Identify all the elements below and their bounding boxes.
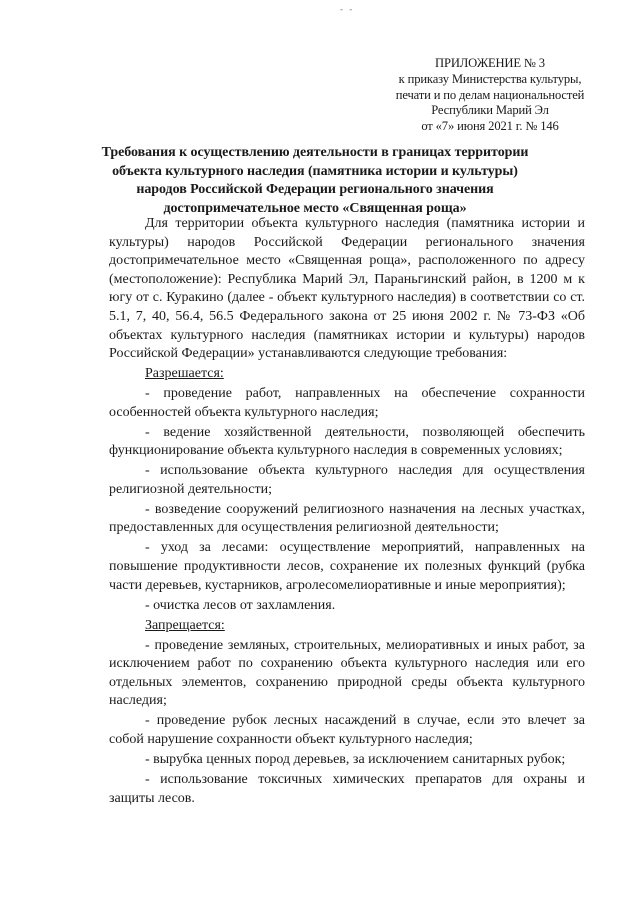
document-title: [100, 144, 530, 218]
title-line: объекта культурного наследия (памятника истории и культуры): [112, 163, 518, 179]
list-item: - уход за лесами: осуществление мероприятий, направленных на повышение продуктивности лесов, сохранение их полезных функций (рубка части деревьев, кустарников, агролесомелиоративные и иные мероприятия);: [109, 540, 585, 593]
list-item: - очистка лесов от захламления.: [145, 597, 336, 613]
list-item: - проведение земляных, строительных, мелиоративных и иных работ, за исключением работ по сохранению объекта культурного наследия или его отдельных элементов, сохранению природной среды объекта культурного наследия;: [109, 637, 585, 709]
intro-paragraph: Для территории объекта культурного наследия (памятника истории и культуры) народов Российской Федерации регионального значения достопримечательное место «Священная роща», расположенного по адресу (местоположение): Республика Марий Эл, Параньгинский район, в 1200 м к югу от с. Куракино (далее - объект культурного наследия) в соответствии со ст. 5.1, 7, 40, 56.4, 56.5 Федерального закона от 25 июня 2002 г. № 73-ФЗ «Об объектах культурного наследия (памятниках истории и культуры) народов Российской Федерации» устанавливаются следующие требования:: [109, 216, 585, 362]
title-line: народов Российской Федерации регионального значения: [136, 182, 494, 197]
title-line: достопримечательное место «Священная роща»: [163, 200, 467, 216]
title-line: Требования к осуществлению деятельности в границах территории: [101, 145, 529, 160]
list-item: - возведение сооружений религиозного назначения на лесных участках, предоставленных для осуществления религиозной деятельности;: [109, 501, 585, 536]
appendix-ministry: печати и по делам национальностей: [395, 87, 585, 102]
section-heading-forbidden: Запрещается:: [145, 617, 225, 633]
list-item: - ведение хозяйственной деятельности, позволяющей обеспечить функционирование объекта культурного наследия в современных условиях;: [109, 424, 585, 459]
section-heading-allowed: Разрешается:: [145, 366, 224, 382]
list-item: - проведение рубок лесных насаждений в случае, если это влечет за собой нарушение сохранности объект культурного наследия;: [109, 713, 585, 747]
appendix-number: ПРИЛОЖЕНИЕ № 3: [435, 56, 545, 70]
list-item: - использование объекта культурного наследия для осуществления религиозной деятельности;: [109, 463, 585, 497]
document-body: [109, 215, 585, 809]
appendix-republic: Республики Марий Эл: [431, 103, 549, 118]
list-item: - вырубка ценных пород деревьев, за исключением санитарных рубок;: [145, 751, 566, 767]
scan-artifact: - -: [340, 4, 355, 14]
appendix-header: [390, 56, 590, 135]
list-item: - проведение работ, направленных на обеспечение сохранности особенностей объекта культурного наследия;: [109, 386, 585, 420]
appendix-order-ref: к приказу Министерства культуры,: [398, 71, 582, 86]
list-item: - использование токсичных химических препаратов для охраны и защиты лесов.: [109, 771, 585, 806]
appendix-date: от «7» июня 2021 г. № 146: [421, 119, 559, 134]
